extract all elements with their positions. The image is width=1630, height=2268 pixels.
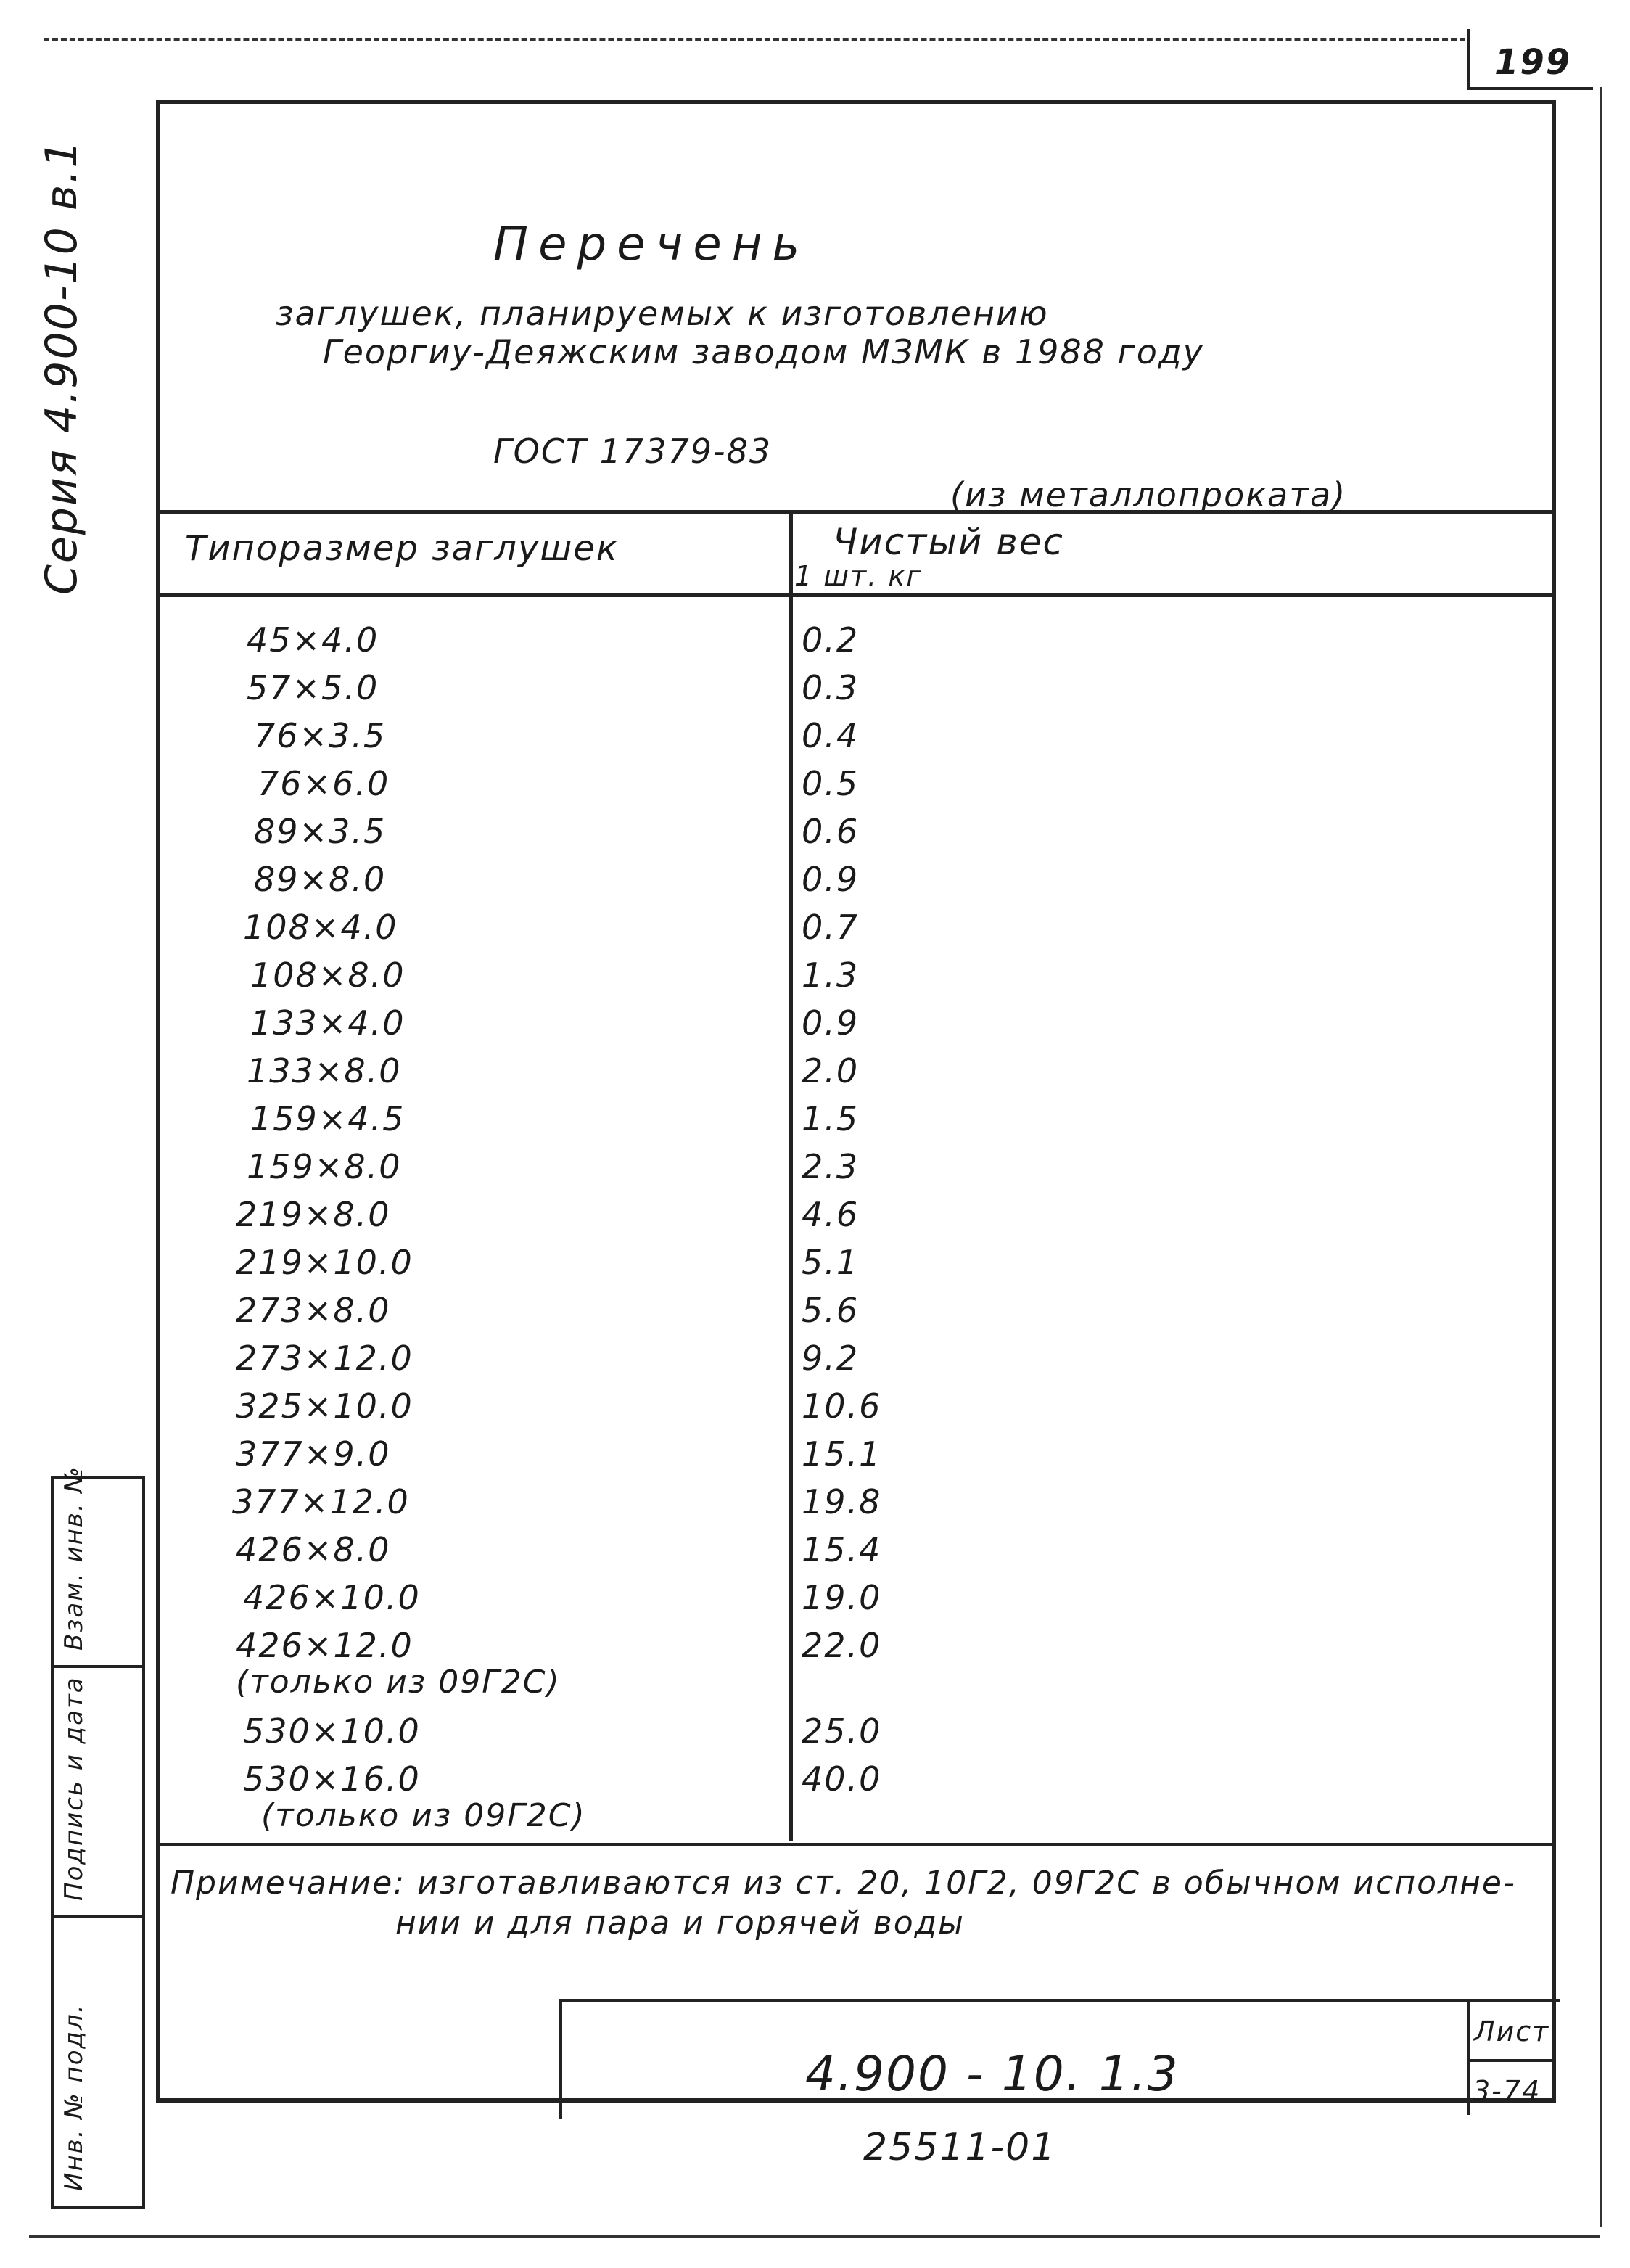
side-stamp-cell-signature-date: Подпись и дата	[59, 1676, 89, 1901]
table-cell-weight: 2.3	[802, 1147, 860, 1186]
archive-number: 25511-01	[863, 2126, 1057, 2169]
table-cell-weight: 0.5	[802, 764, 860, 803]
sheet-value: 3-74	[1473, 2075, 1541, 2107]
table-cell-weight: 0.9	[802, 1003, 860, 1043]
table-cell-size: 426×8.0	[236, 1530, 391, 1569]
table-top-rule	[156, 510, 1556, 514]
table-cell-weight: 25.0	[802, 1712, 882, 1751]
table-cell-size: 273×8.0	[236, 1291, 391, 1330]
table-cell-weight: 19.0	[802, 1578, 882, 1617]
table-cell-size: 108×8.0	[250, 956, 406, 995]
table-cell-weight: 22.0	[802, 1626, 882, 1665]
table-cell-weight: 40.0	[802, 1759, 882, 1799]
table-cell-size: 108×4.0	[243, 908, 398, 947]
table-cell-size: 133×8.0	[247, 1051, 402, 1090]
table-cell-size: 530×10.0	[243, 1712, 421, 1751]
right-edge-line	[1600, 87, 1602, 2227]
sheet-label: Лист	[1474, 2016, 1550, 2047]
side-stamp-divider	[51, 1915, 145, 1918]
sheet-box-divider	[1467, 2059, 1556, 2062]
column-header-size: Типоразмер заглушек	[185, 528, 619, 569]
table-cell-size: 530×16.0	[243, 1759, 421, 1799]
column-subheader-weight-unit: 1 шт. кг	[794, 560, 923, 592]
table-cell-size: 426×10.0	[243, 1578, 421, 1617]
side-stamp-cell-original-inv: Инв. № подл.	[59, 2003, 89, 2191]
side-stamp-divider	[51, 1665, 145, 1668]
table-cell-weight: 5.6	[802, 1291, 860, 1330]
table-cell-weight: 10.6	[802, 1386, 882, 1426]
table-cell-size: 219×8.0	[236, 1195, 391, 1234]
table-cell-weight: 0.4	[802, 716, 860, 755]
table-cell-size: 57×5.0	[247, 668, 379, 707]
table-cell-weight: 2.0	[802, 1051, 860, 1090]
table-cell-size: 89×8.0	[254, 860, 387, 899]
footnote-line-2: нии и для пара и горячей воды	[395, 1905, 965, 1942]
table-cell-size: 159×4.5	[250, 1099, 406, 1138]
top-edge-line	[44, 38, 1465, 41]
table-cell-size: 159×8.0	[247, 1147, 402, 1186]
subtitle-line-2: Георгиу-Деяжским заводом МЗМК в 1988 году	[323, 332, 1204, 371]
table-cell-size: 377×9.0	[236, 1434, 391, 1474]
document-title: Перечень	[493, 218, 810, 271]
table-cell-weight: 0.7	[802, 908, 860, 947]
table-cell-weight: 0.6	[802, 812, 860, 851]
footnote-line-1: Примечание: изготавливаются из ст. 20, 10Г2, 09Г2С в обычном исполне-	[170, 1865, 1516, 1902]
table-cell-weight: 5.1	[802, 1243, 860, 1282]
column-header-weight: Чистый вес	[833, 521, 1064, 563]
table-cell-weight: 19.8	[802, 1482, 882, 1521]
table-bottom-rule	[156, 1843, 1556, 1846]
table-cell-size: 219×10.0	[236, 1243, 413, 1282]
table-cell-size: 325×10.0	[236, 1386, 413, 1426]
table-cell-weight: 0.3	[802, 668, 860, 707]
table-cell-size: 76×6.0	[258, 764, 390, 803]
table-cell-size: 377×12.0	[232, 1482, 410, 1521]
table-cell-size: 133×4.0	[250, 1003, 406, 1043]
table-cell-weight: 1.3	[802, 956, 860, 995]
table-cell-size: 426×12.0	[236, 1626, 413, 1665]
table-cell-size: 89×3.5	[254, 812, 387, 851]
table-cell-note: (только из 09Г2С)	[261, 1797, 586, 1834]
material-note: (из металлопроката)	[950, 475, 1347, 514]
table-cell-size: 273×12.0	[236, 1339, 413, 1378]
table-cell-weight: 15.1	[802, 1434, 882, 1474]
table-cell-note: (только из 09Г2С)	[236, 1664, 561, 1701]
table-cell-size: 45×4.0	[247, 620, 379, 660]
gost-reference: ГОСТ 17379-83	[493, 432, 773, 471]
page-number: 199	[1494, 42, 1572, 83]
table-cell-weight: 15.4	[802, 1530, 882, 1569]
subtitle-line-1: заглушек, планируемых к изготовлению	[276, 294, 1049, 333]
series-label: Серия 4.900-10 в.1	[36, 139, 87, 595]
table-header-rule	[156, 593, 1556, 597]
bottom-edge-line	[29, 2235, 1600, 2238]
table-column-divider	[789, 510, 793, 1841]
table-cell-weight: 4.6	[802, 1195, 860, 1234]
table-cell-weight: 0.2	[802, 620, 860, 660]
table-cell-size: 76×3.5	[254, 716, 387, 755]
document-code: 4.900 - 10. 1.3	[805, 2046, 1180, 2102]
table-cell-weight: 0.9	[802, 860, 860, 899]
table-cell-weight: 9.2	[802, 1339, 860, 1378]
side-stamp-cell-replaced-inv: Взам. инв. №	[59, 1466, 89, 1651]
table-cell-weight: 1.5	[802, 1099, 860, 1138]
